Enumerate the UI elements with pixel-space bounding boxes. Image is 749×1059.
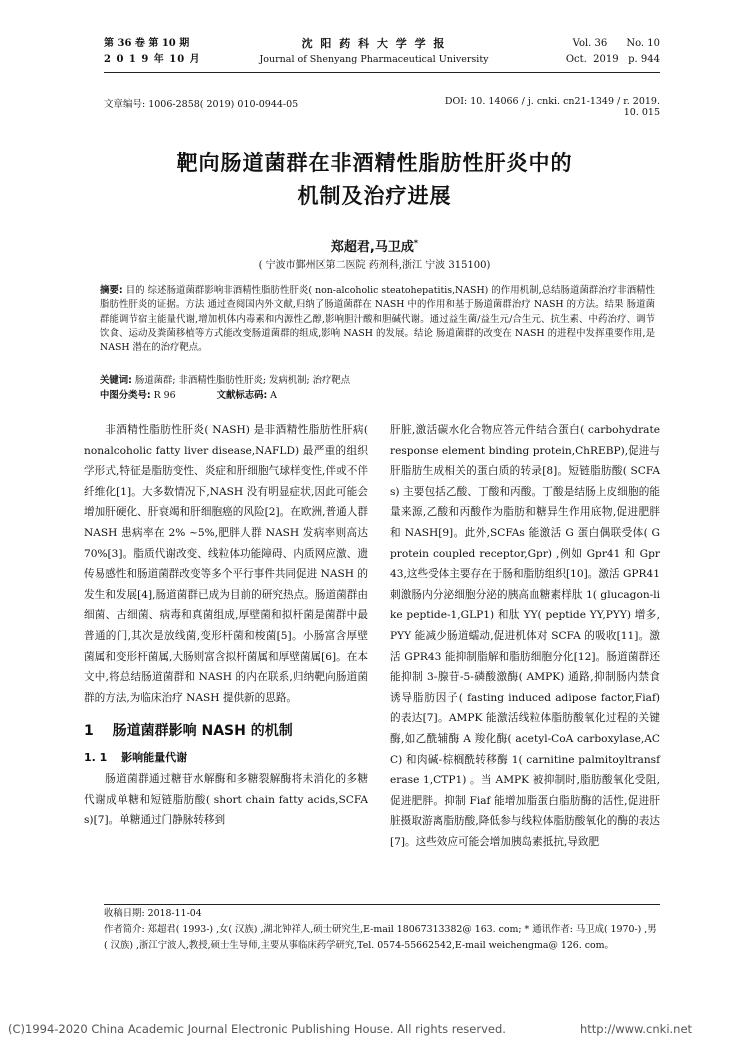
- document-code-value: A: [267, 390, 277, 401]
- right-column-text: 肝脏,激活碳水化合物应答元件结合蛋白( carbohydrate response element binding protein,ChREBP),促进与肝脂肪生成相关的蛋白质的转录[8]。短链脂肪酸( SCFAs) 主要包括乙酸、丁酸和丙酸。丁酸是结肠上皮细胞的能量来源,乙酸和丙酸作为脂肪和糖异生作用底物,促进肥胖和 NASH[9]。此外,SCFAs 能激活 G 蛋白偶联受体( G protein coupled receptor,Gpr) ,例如 Gpr41 和 Gpr43,这些受体主要存在于肠和脂肪组织[10]。激活 GPR41 刺激肠内分泌细胞分泌的胰高血糖素样肽 1( glucagon-like peptide-1,GLP1) 和肽 YY( peptide YY,PYY) 增多,PYY 能减少肠道蠕动,促进机体对 SCFA 的吸收[11]。激活 GPR43 能抑制脂解和脂肪细胞分化[12]。肠道菌群还能抑制 3-腺苷-5-磷酸激酶( AMPK) 通路,抑制肠内禁食诱导脂肪因子( fasting induced adipose factor,Fiaf) 的表达[7]。AMPK 能激活线粒体脂肪酸氧化过程的关键酶,如乙酰辅酶 A 羧化酶( acetyl-CoA carboxylase,ACC) 和肉碱-棕榈酰转移酶 1( carnitine palmitoyltransferase 1,CTP1) 。当 AMPK 被抑制时,脂肪酸氧化受阻,促进肥胖。抑制 Fiaf 能增加脂蛋白脂肪酶的活性,促进肝脏摄取游离脂肪酸,降低参与线粒体脂肪酸氧化的酶的表达[7]。这些效应可能会增加胰岛素抵抗,导致肥: [390, 424, 660, 848]
- left-column: [84, 420, 368, 831]
- author-list: [0, 236, 749, 255]
- header-volume-en: Vol. 36 No. 10: [572, 38, 660, 49]
- classification-label: 中图分类号:: [100, 390, 151, 401]
- author-names: 郑超君,马卫成: [330, 240, 414, 255]
- footnote: [104, 906, 660, 954]
- right-column: [390, 420, 660, 852]
- copyright-line: [0, 1022, 749, 1038]
- section-1-1-heading: [84, 748, 368, 769]
- keywords-text: 肠道菌群; 非酒精性脂肪性肝炎; 发病机制; 治疗靶点: [131, 375, 351, 386]
- author-info: 作者简介: 郑超君( 1993-) ,女( 汉族) ,湖北钟祥人,硕士研究生,E-mail 18067313382@ 163. com; * 通讯作者: 马卫成( 1970-) ,男( 汉族) ,浙江宁波人,教授,硕士生导师,主要从事临床药学研究,Tel. 0574-55662542,E-mail weichengma@ 126. com。: [104, 924, 657, 951]
- affiliation: ( 宁波市鄞州区第二医院 药剂科,浙江 宁波 315100): [258, 260, 491, 271]
- cnki-link[interactable]: http://www.cnki.net: [580, 1022, 693, 1036]
- corresponding-author-mark: *: [413, 238, 419, 248]
- received-date: 收稿日期: 2018-11-04: [104, 908, 202, 919]
- classification-value: R 96: [150, 390, 176, 401]
- keywords-label: 关键词:: [100, 375, 132, 386]
- energy-metabolism-paragraph: 肠道菌群通过糖苷水解酶和多糖裂解酶将未消化的多糖代谢成单糖和短链脂肪酸( short chain fatty acids,SCFAs)[7]。单糖通过门静脉转移到: [84, 772, 368, 827]
- intro-paragraph: 非酒精性脂肪性肝炎( NASH) 是非酒精性脂肪性肝病( nonalcoholic fatty liver disease,NAFLD) 最严重的组织学形式,特征是脂肪变性、炎症和肝细胞气球样变性,伴或不伴纤维化[1]。大多数情况下,NASH 没有明显症状,因此可能会增加肝硬化、肝衰竭和肝细胞癌的风险[2]。在欧洲,普通人群 NASH 患病率在 2% ~5%,肥胖人群 NASH 发病率则高达 70%[3]。脂质代谢改变、线粒体功能障碍、内质网应激、遗传易感性和肠道菌群改变等多个平行事件共同促进 NASH 的发生和发展[4],肠道菌群已成为目前的研究热点。肠道菌群由细菌、古细菌、病毒和真菌组成,厚壁菌和拟杆菌是菌群中最普通的门,其次是放线菌,变形杆菌和梭菌[5]。小肠富含厚壁菌属和变形杆菌属,大肠则富含拟杆菌属和厚壁菌属[6]。在本文中,将总结肠道菌群和 NASH 的内在联系,归纳靶向肠道菌群的方法,为临床治疗 NASH 提供新的思路。: [84, 424, 368, 704]
- copyright-text: (C)1994-2020 China Academic Journal Electronic Publishing House. All rights reserved.: [8, 1022, 506, 1036]
- footnote-rule: [104, 904, 660, 905]
- section-1-number: 1: [84, 723, 94, 740]
- abstract: [100, 284, 655, 355]
- doi: DOI: 10. 14066 / j. cnki. cn21-1349 / r. 2019. 10. 015: [444, 96, 660, 118]
- header-journal-cn: 沈 阳 药 科 大 学 学 报: [301, 37, 447, 50]
- header-volume-cn: 第 36 卷 第 10 期: [104, 38, 190, 49]
- header-date-en: Oct. 2019 p. 944: [565, 54, 660, 65]
- article-number-text: 文章编号: 1006-2858( 2019) 010-0944-05: [104, 99, 299, 110]
- section-1-title: 肠道菌群影响 NASH 的机制: [112, 723, 293, 740]
- document-code-label: 文献标志码:: [216, 390, 268, 401]
- article-number: [104, 96, 298, 110]
- header-rule: [104, 72, 660, 73]
- header-date-cn: 2 0 1 9 年 10 月: [104, 54, 201, 65]
- section-1-1-title: 影响能量代谢: [121, 751, 188, 765]
- article-title-line2: 机制及治疗进展: [297, 184, 452, 208]
- section-1-heading: [84, 720, 368, 742]
- section-1-1-number: 1. 1: [84, 751, 108, 765]
- abstract-text: 目的 综述肠道菌群影响非酒精性脂肪性肝炎( non-alcoholic steatohepatitis,NASH) 的作用机制,总结肠道菌群治疗非酒精性脂肪性肝炎的证据。方法 通过查阅国内外文献,归纳了肠道菌群在 NASH 中的作用和基于肠道菌群治疗 NASH 的方法。结果 肠道菌群能调节宿主能量代谢,增加机体内毒素和内源性乙醇,影响胆汁酸和胆碱代谢。通过益生菌/益生元/合生元、抗生素、中药治疗、调节饮食、运动及粪菌移植等方式能改变肠道菌群的组成,影响 NASH 的发展。结论 肠道菌群的改变在 NASH 的进程中发挥重要作用,是 NASH 潜在的治疗靶点。: [100, 285, 655, 354]
- article-title-line1: 靶向肠道菌群在非酒精性脂肪性肝炎中的: [176, 151, 573, 175]
- abstract-label: 摘要:: [100, 285, 123, 296]
- header-journal-en: Journal of Shenyang Pharmaceutical University: [259, 54, 489, 65]
- keywords: [100, 374, 655, 388]
- classification: [100, 389, 655, 403]
